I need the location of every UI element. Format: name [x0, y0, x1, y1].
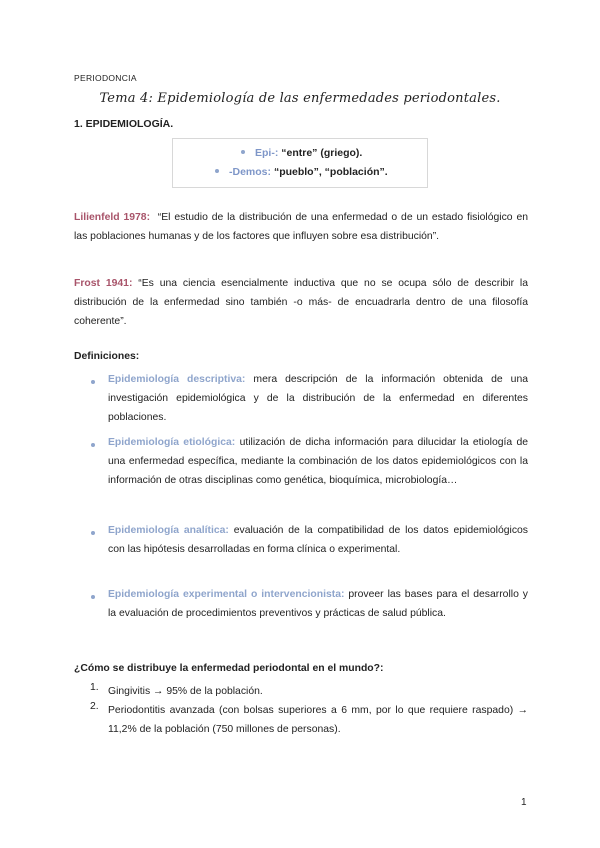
definition-item [108, 370, 528, 427]
distribution-heading: ¿Cómo se distribuye la enfermedad periodontal en el mundo?: [74, 663, 384, 674]
definition-text: proveer las bases para el desarrollo y la evaluación de procedimientos preventivos y prácticas de salud pública. [108, 589, 528, 619]
etymology-item [241, 147, 362, 159]
definition-text: evaluación de la compatibilidad de los datos epidemiológicos con las hipótesis desarrolladas en forma clínica o experimental. [108, 525, 528, 555]
etymology-box [172, 138, 428, 188]
etymology-prefix: Epi-: [255, 147, 279, 159]
quote-author: Frost 1941: [74, 278, 133, 289]
bullet-icon [91, 380, 95, 384]
etymology-prefix: -Demos: [229, 166, 272, 178]
definition-text: utilización de dicha información para dilucidar la etiología de una enfermedad específica, mediante la combinación de los datos epidemiológicos con la información de otras disciplinas como genética, bioquímica, microbiología… [108, 437, 529, 486]
bullet-icon [91, 443, 95, 447]
etymology-item [215, 166, 388, 178]
header-label: PERIODONCIA [74, 73, 137, 83]
bullet-icon [215, 169, 219, 173]
page-number: 1 [521, 797, 527, 808]
definition-term: Epidemiología etiológica: [108, 437, 236, 448]
list-item: Gingivitis → 95% de la población. [108, 686, 263, 697]
quote-frost [74, 274, 528, 331]
quote-author: Lilienfeld 1978: [74, 212, 151, 223]
bullet-icon [91, 531, 95, 535]
list-number: 1. [90, 682, 99, 693]
bullet-icon [241, 150, 245, 154]
definition-text: mera descripción de la información obtenida de una investigación epidemiológica y de la distribución de la enfermedad en diferentes poblaciones. [108, 374, 528, 423]
definition-item [108, 433, 528, 490]
section-heading: 1. EPIDEMIOLOGÍA. [74, 118, 174, 130]
definitions-heading: Definiciones: [74, 351, 140, 362]
definition-item [108, 521, 528, 559]
quote-lilienfeld [74, 208, 528, 246]
definition-term: Epidemiología experimental o intervencionista: [108, 589, 345, 600]
quote-text: “El estudio de la distribución de una enfermedad o de un estado fisiológico en las poblaciones humanas y de los factores que influyen sobre esa distribución”. [74, 212, 528, 242]
definition-term: Epidemiología analítica: [108, 525, 229, 536]
etymology-meaning: “pueblo”, “población”. [273, 166, 388, 178]
list-item: Periodontitis avanzada (con bolsas superiores a 6 mm, por lo que requiere raspado) → 11,2% de la población (750 millones de personas). [108, 705, 528, 735]
definition-item [108, 585, 528, 623]
definition-term: Epidemiología descriptiva: [108, 374, 246, 385]
bullet-icon [91, 595, 95, 599]
etymology-meaning: “entre” (griego). [281, 147, 363, 159]
page-title: Tema 4: Epidemiología de las enfermedades periodontales. [99, 91, 501, 106]
quote-text: “Es una ciencia esencialmente inductiva que no se ocupa sólo de describir la distribución de la enfermedad sino también -o más- de encuadrarla dentro de una filosofía coherente”. [74, 278, 528, 327]
list-number: 2. [90, 701, 99, 712]
